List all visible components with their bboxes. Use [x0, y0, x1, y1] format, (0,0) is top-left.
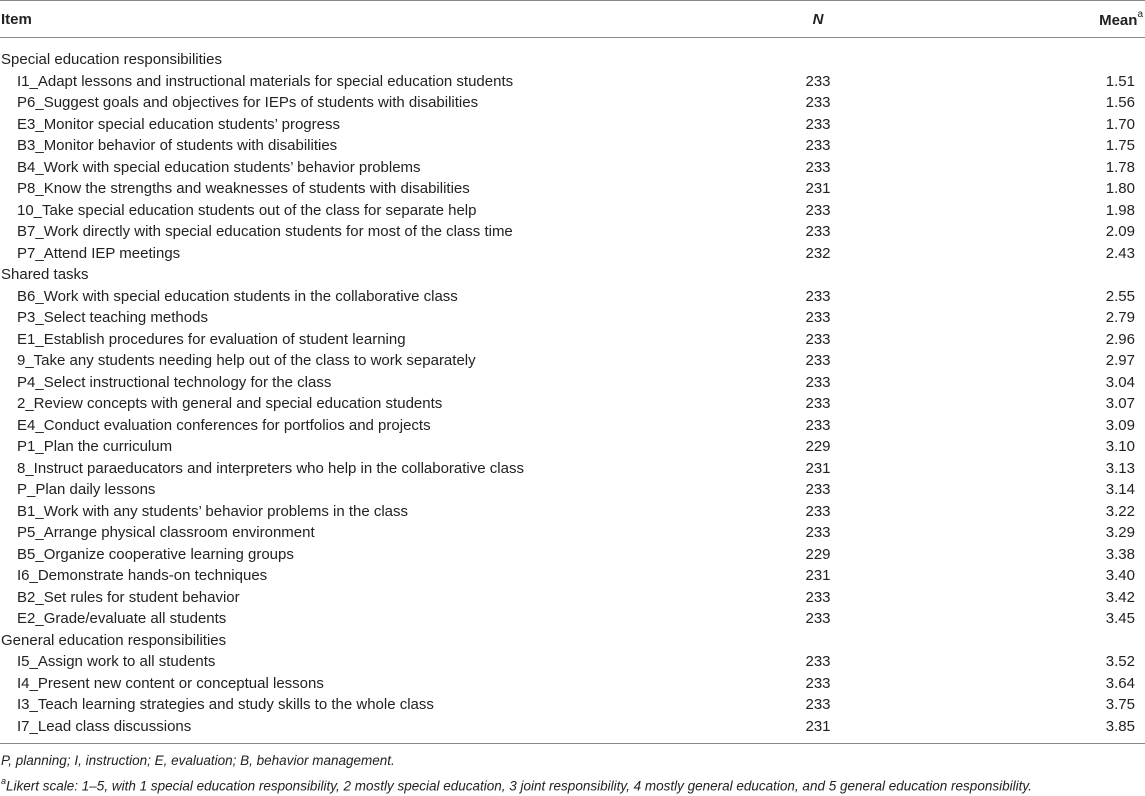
item-cell: I6_Demonstrate hands-on techniques — [17, 567, 268, 584]
footnote-likert-superscript: a — [1, 776, 7, 786]
mean-cell: 3.29 — [1105, 524, 1135, 541]
header-mean — [1099, 11, 1143, 29]
item-cell: 10_Take special education students out of the class for separate help — [17, 201, 477, 219]
n-cell: 233 — [805, 158, 831, 176]
item-cell: I5_Assign work to all students — [17, 653, 216, 670]
n-cell: 233 — [805, 653, 831, 670]
table-row — [0, 522, 1145, 544]
n-cell: 231 — [805, 180, 831, 197]
n-cell: 233 — [805, 696, 831, 713]
table-row — [0, 587, 1145, 609]
table-row — [0, 479, 1145, 501]
mean-cell: 1.80 — [1105, 180, 1135, 197]
n-cell: 233 — [805, 287, 831, 305]
item-cell: E1_Establish procedures for evaluation of student learning — [17, 330, 406, 348]
n-cell: 233 — [805, 330, 831, 348]
section-heading: Special education responsibilities — [1, 51, 222, 68]
section-heading-row — [0, 49, 1145, 71]
table-bottom-rule — [0, 743, 1145, 744]
n-cell: 233 — [805, 309, 831, 326]
n-cell: 233 — [805, 610, 831, 627]
item-cell: B5_Organize cooperative learning groups — [17, 545, 294, 563]
item-cell: P8_Know the strengths and weaknesses of students with disabilities — [17, 180, 470, 197]
mean-cell: 1.78 — [1105, 158, 1135, 176]
item-cell: I3_Teach learning strategies and study skills to the whole class — [17, 696, 434, 713]
mean-cell: 2.55 — [1105, 287, 1135, 305]
mean-cell: 1.98 — [1105, 201, 1135, 219]
item-cell: E2_Grade/evaluate all students — [17, 610, 227, 627]
table-row — [0, 458, 1145, 480]
table-row — [0, 71, 1145, 93]
table-row — [0, 673, 1145, 695]
table-row — [0, 372, 1145, 394]
item-cell: P4_Select instructional technology for the class — [17, 373, 332, 391]
item-cell: B6_Work with special education students in the collaborative class — [17, 287, 458, 305]
mean-cell: 1.56 — [1105, 94, 1135, 111]
item-cell: B1_Work with any students’ behavior problems in the class — [17, 502, 409, 520]
table-row — [0, 157, 1145, 179]
item-cell: P_Plan daily lessons — [17, 481, 156, 498]
section-heading: General education responsibilities — [1, 631, 227, 649]
mean-cell: 3.07 — [1105, 395, 1135, 412]
table-row — [0, 415, 1145, 437]
item-cell: I1_Adapt lessons and instructional materials for special education students — [17, 72, 514, 90]
item-cell: 9_Take any students needing help out of the class to work separately — [17, 352, 476, 369]
n-cell: 233 — [805, 72, 831, 90]
mean-cell: 3.09 — [1105, 416, 1135, 434]
table-row — [0, 716, 1145, 738]
item-cell: B3_Monitor behavior of students with disabilities — [17, 137, 338, 154]
table-row — [0, 178, 1145, 200]
mean-cell: 3.64 — [1105, 674, 1135, 692]
mean-cell: 2.09 — [1105, 223, 1135, 240]
mean-cell: 3.85 — [1105, 717, 1135, 735]
mean-cell: 3.04 — [1105, 373, 1135, 391]
mean-cell: 2.43 — [1105, 244, 1135, 262]
n-cell: 229 — [805, 545, 831, 563]
item-cell: B7_Work directly with special education students for most of the class time — [17, 223, 513, 240]
table-row — [0, 135, 1145, 157]
mean-cell: 3.22 — [1105, 502, 1135, 520]
item-cell: E4_Conduct evaluation conferences for portfolios and projects — [17, 416, 431, 434]
table-row — [0, 501, 1145, 523]
table-footnotes — [1, 752, 1032, 794]
item-cell: P6_Suggest goals and objectives for IEPs of students with disabilities — [17, 94, 479, 111]
n-cell: 233 — [805, 502, 831, 520]
item-cell: P3_Select teaching methods — [17, 309, 208, 326]
item-cell: P5_Arrange physical classroom environment — [17, 524, 315, 541]
mean-cell: 3.14 — [1105, 481, 1135, 498]
footnote-likert-text: Likert scale: 1–5, with 1 special education responsibility, 2 mostly special education, 3 joint responsibility, 4 mostly general education, and 5 general education responsibility. — [6, 778, 1032, 794]
table-row — [0, 544, 1145, 566]
footnote-abbreviations: P, planning; I, instruction; E, evaluation; B, behavior management. — [1, 753, 395, 768]
table-row — [0, 114, 1145, 136]
item-cell: B4_Work with special education students’ behavior problems — [17, 158, 421, 176]
header-item: Item — [1, 11, 32, 28]
table-row — [0, 307, 1145, 329]
section-heading-row — [0, 264, 1145, 286]
mean-cell: 2.96 — [1105, 330, 1135, 348]
footnote-likert — [1, 773, 1032, 794]
table-row — [0, 565, 1145, 587]
header-mean-superscript: a — [1137, 9, 1143, 20]
n-cell: 233 — [805, 674, 831, 692]
n-cell: 233 — [805, 481, 831, 498]
table-row — [0, 200, 1145, 222]
mean-cell: 1.70 — [1105, 115, 1135, 133]
n-cell: 231 — [805, 459, 831, 477]
table-row — [0, 393, 1145, 415]
mean-cell: 3.40 — [1105, 567, 1135, 584]
n-cell: 233 — [805, 395, 831, 412]
item-cell: 8_Instruct paraeducators and interpreters who help in the collaborative class — [17, 459, 524, 477]
table-row — [0, 92, 1145, 114]
header-n: N — [812, 11, 824, 28]
n-cell: 233 — [805, 94, 831, 111]
n-cell: 233 — [805, 352, 831, 369]
n-cell: 233 — [805, 416, 831, 434]
n-cell: 233 — [805, 201, 831, 219]
mean-cell: 3.42 — [1105, 588, 1135, 606]
mean-cell: 3.10 — [1105, 438, 1135, 455]
item-cell: E3_Monitor special education students’ progress — [17, 115, 340, 133]
table-row — [0, 221, 1145, 243]
header-mean-label: Mean — [1099, 12, 1138, 29]
n-cell: 233 — [805, 373, 831, 391]
item-cell: I7_Lead class discussions — [17, 717, 192, 735]
item-cell: B2_Set rules for student behavior — [17, 588, 240, 606]
item-cell: P1_Plan the curriculum — [17, 438, 173, 455]
item-cell: 2_Review concepts with general and special education students — [17, 395, 443, 412]
section-heading-row — [0, 630, 1145, 652]
mean-cell: 1.75 — [1105, 137, 1135, 154]
section-heading: Shared tasks — [1, 266, 89, 283]
table-row — [0, 350, 1145, 372]
table-row — [0, 651, 1145, 673]
mean-cell: 3.38 — [1105, 545, 1135, 563]
mean-cell: 3.13 — [1105, 459, 1135, 477]
n-cell: 233 — [805, 223, 831, 240]
table-row — [0, 243, 1145, 265]
n-cell: 231 — [805, 717, 831, 735]
table-row — [0, 608, 1145, 630]
n-cell: 231 — [805, 567, 831, 584]
table-header-row — [0, 0, 1145, 38]
table-body — [0, 38, 1145, 737]
mean-cell: 1.51 — [1105, 72, 1135, 90]
mean-cell: 3.45 — [1105, 610, 1135, 627]
table-row — [0, 329, 1145, 351]
mean-cell: 3.52 — [1105, 653, 1135, 670]
table-row — [0, 694, 1145, 716]
n-cell: 233 — [805, 524, 831, 541]
table-row — [0, 436, 1145, 458]
table-row — [0, 286, 1145, 308]
n-cell: 233 — [805, 588, 831, 606]
n-cell: 233 — [805, 137, 831, 154]
mean-cell: 2.97 — [1105, 352, 1135, 369]
item-cell: I4_Present new content or conceptual lessons — [17, 674, 324, 692]
n-cell: 232 — [805, 244, 831, 262]
mean-cell: 2.79 — [1105, 309, 1135, 326]
mean-cell: 3.75 — [1105, 696, 1135, 713]
item-cell: P7_Attend IEP meetings — [17, 244, 181, 262]
n-cell: 229 — [805, 438, 831, 455]
n-cell: 233 — [805, 115, 831, 133]
